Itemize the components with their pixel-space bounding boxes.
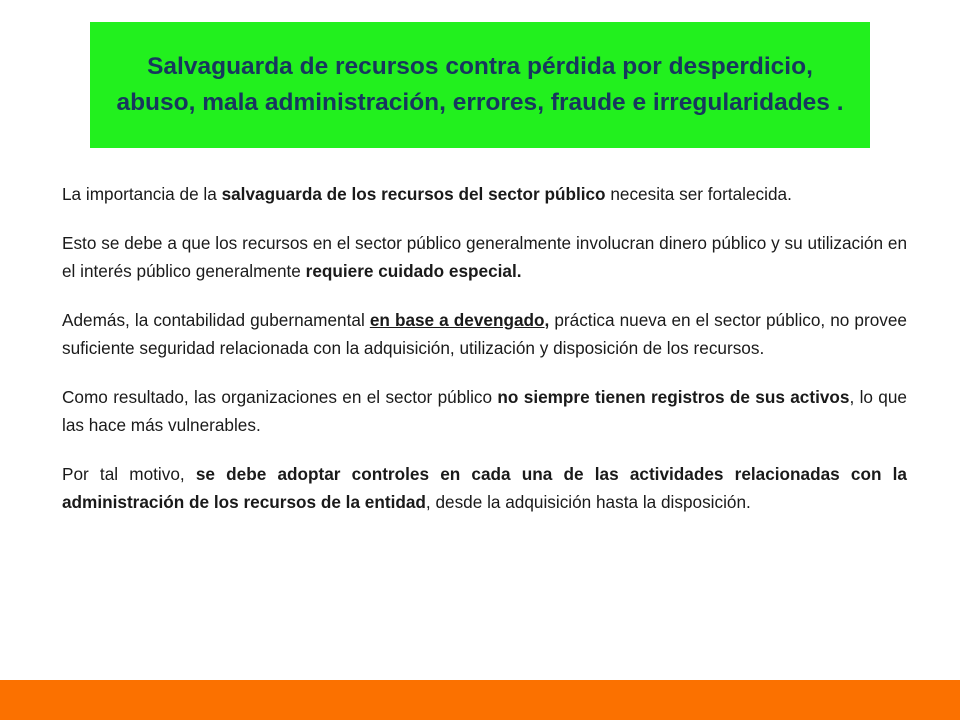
paragraph-text: La importancia de la xyxy=(62,184,222,204)
paragraph-importance xyxy=(62,180,907,209)
bold-comma: , xyxy=(544,309,550,330)
paragraph-text: , lo que las hace más vulnerables. xyxy=(62,386,907,435)
paragraph-text: Por tal motivo, xyxy=(62,463,196,484)
bold-phrase: requiere cuidado especial. xyxy=(305,261,522,281)
paragraph-text: necesita ser fortalecida. xyxy=(605,184,792,204)
bold-phrase: se debe adoptar controles en cada una de las actividades relacionadas con la administración de los recursos de la entidad xyxy=(62,463,907,512)
paragraph-conclusion xyxy=(62,460,907,517)
paragraph-text: Esto se debe a que los recursos en el sector público generalmente involucran dinero público y su utilización en el interés público generalmente xyxy=(62,232,907,281)
slide-title: Salvaguarda de recursos contra pérdida por desperdicio, abuso, mala administración, errores, fraude e irregularidades . xyxy=(116,53,844,116)
paragraph-text: práctica nueva en el sector público, no provee suficiente seguridad relacionada con la adquisición, utilización y disposición de los recursos. xyxy=(62,309,907,358)
paragraph-reason xyxy=(62,229,907,286)
slide-body xyxy=(62,180,907,517)
title-banner xyxy=(90,22,870,148)
footer-bar xyxy=(0,680,960,720)
paragraph-text: Como resultado, las organizaciones en el sector público xyxy=(62,386,498,407)
underlined-bold-phrase: en base a devengado xyxy=(369,309,545,330)
bold-phrase: no siempre tienen registros de sus activos xyxy=(497,386,850,407)
paragraph-text: Además, la contabilidad gubernamental xyxy=(62,309,370,330)
bold-phrase: salvaguarda de los recursos del sector público xyxy=(221,184,606,204)
paragraph-accounting xyxy=(62,306,907,363)
paragraph-result xyxy=(62,383,907,440)
paragraph-text: , desde la adquisición hasta la disposición. xyxy=(425,492,751,512)
